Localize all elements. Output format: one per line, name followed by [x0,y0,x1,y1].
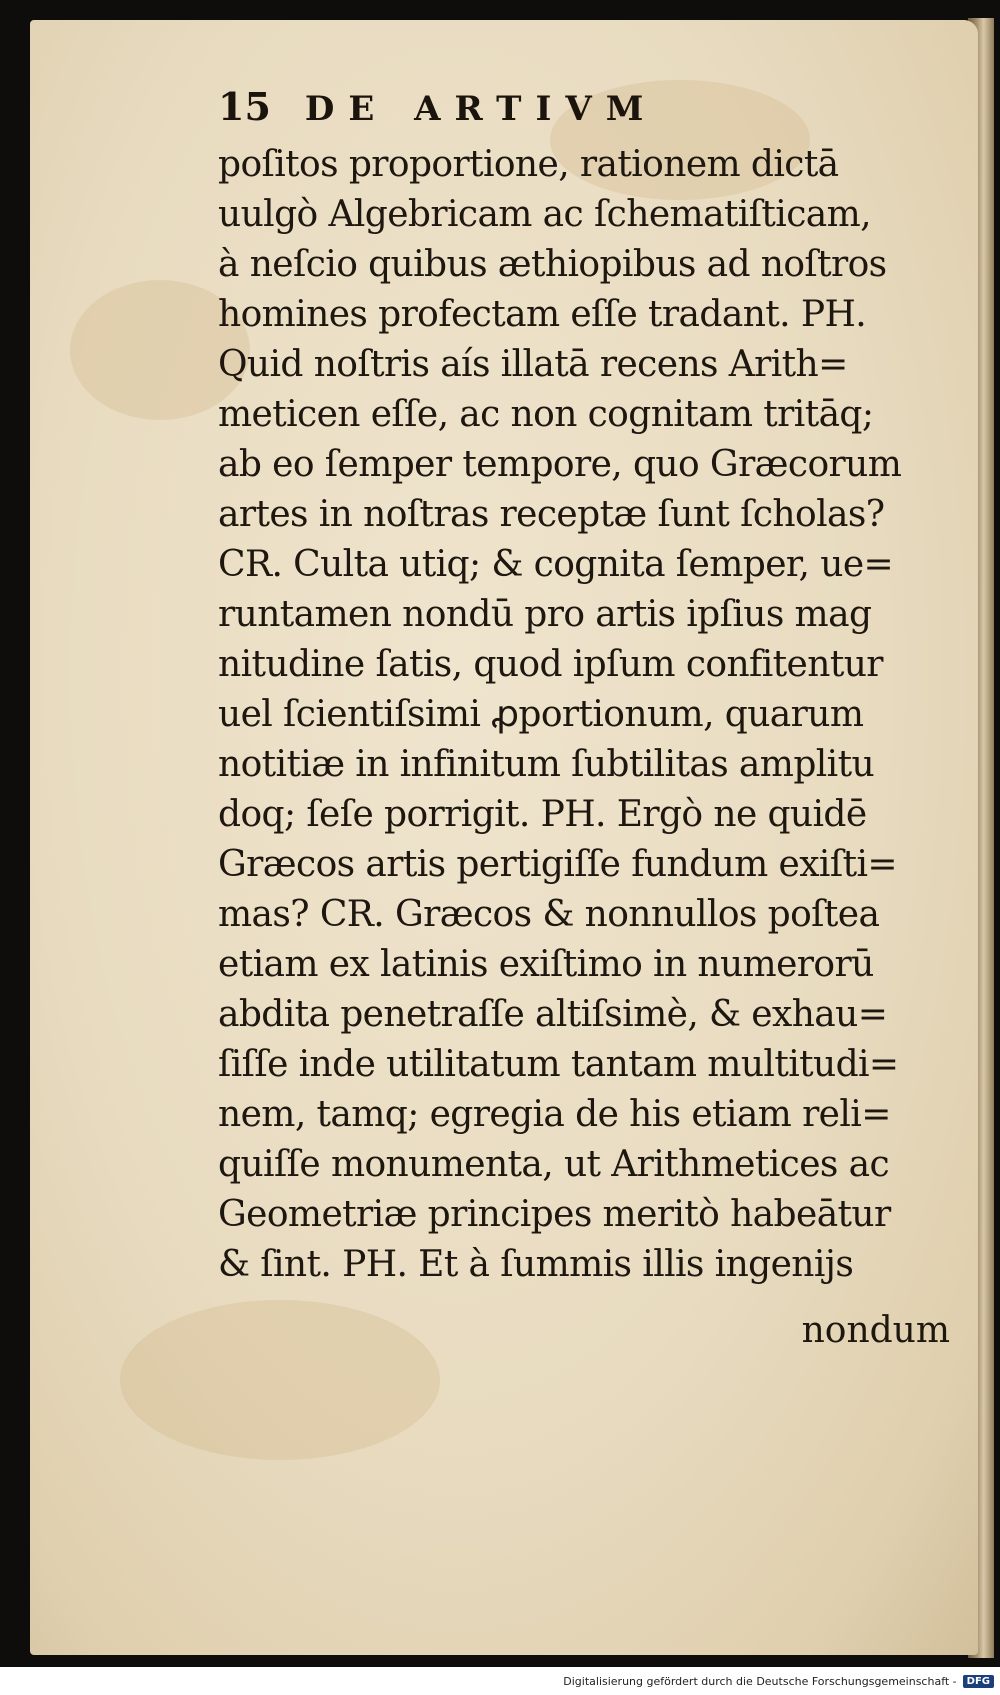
text-line: Geometriæ principes meritò habeātur [218,1194,891,1235]
text-line: à neſcio quibus æthiopibus ad noſtros [218,244,887,285]
running-head: DE ARTIVM [304,89,658,129]
text-line: notitiæ in infinitum ſubtilitas amplitu [218,744,875,785]
text-line: homines profectam eſſe tradant. PH. [218,294,867,335]
paper-stain [120,1300,440,1460]
text-line: doq; ſeſe porrigit. PH. Ergò ne quidē [218,794,867,835]
text-line: quiſſe monumenta, ut Arithmetices ac [218,1144,890,1185]
text-line: uel ſcientiſsimi ꝓportionum, quarum [218,694,864,735]
text-line: ab eo ſemper tempore, quo Græcorum [218,444,902,485]
folio-number: 15 [218,84,271,129]
text-line: nem, tamq; egregia de his etiam reli= [218,1094,891,1135]
page-header [218,84,657,129]
text-line: Quid noſtris aís illatā recens Arith= [218,344,848,385]
text-line: & ſint. PH. Et à ſummis illis ingenijs [218,1244,854,1285]
catchword: nondum [801,1310,950,1351]
text-line: abdita penetraſſe altiſsimè, & exhau= [218,994,888,1035]
text-line: runtamen nondū pro artis ipſius mag [218,594,872,635]
digitization-footer [0,1667,1000,1695]
text-line: uulgò Algebricam ac ſchematiſticam, [218,194,872,235]
text-line: CR. Culta utiq; & cognita ſemper, ue= [218,544,894,585]
text-line: ſiſſe inde utilitatum tantam multitudi= [218,1044,899,1085]
footer-credit: Digitalisierung gefördert durch die Deutsche Forschungsgemeinschaft - [563,1674,957,1688]
dfg-logo: DFG [963,1675,994,1688]
text-line: Græcos artis pertigiſſe fundum exiſti= [218,844,897,885]
text-line: poſitos proportione, rationem dictā [218,144,839,185]
text-line: mas? CR. Græcos & nonnullos poſtea [218,894,880,935]
text-line: etiam ex latinis exiſtimo in numerorū [218,944,874,985]
text-line: nitudine ſatis, quod ipſum confitentur [218,644,883,685]
text-line: meticen eſſe, ac non cognitam tritāq; [218,394,874,435]
text-line: artes in noſtras receptæ ſunt ſcholas? [218,494,885,535]
body-text [218,140,948,1290]
